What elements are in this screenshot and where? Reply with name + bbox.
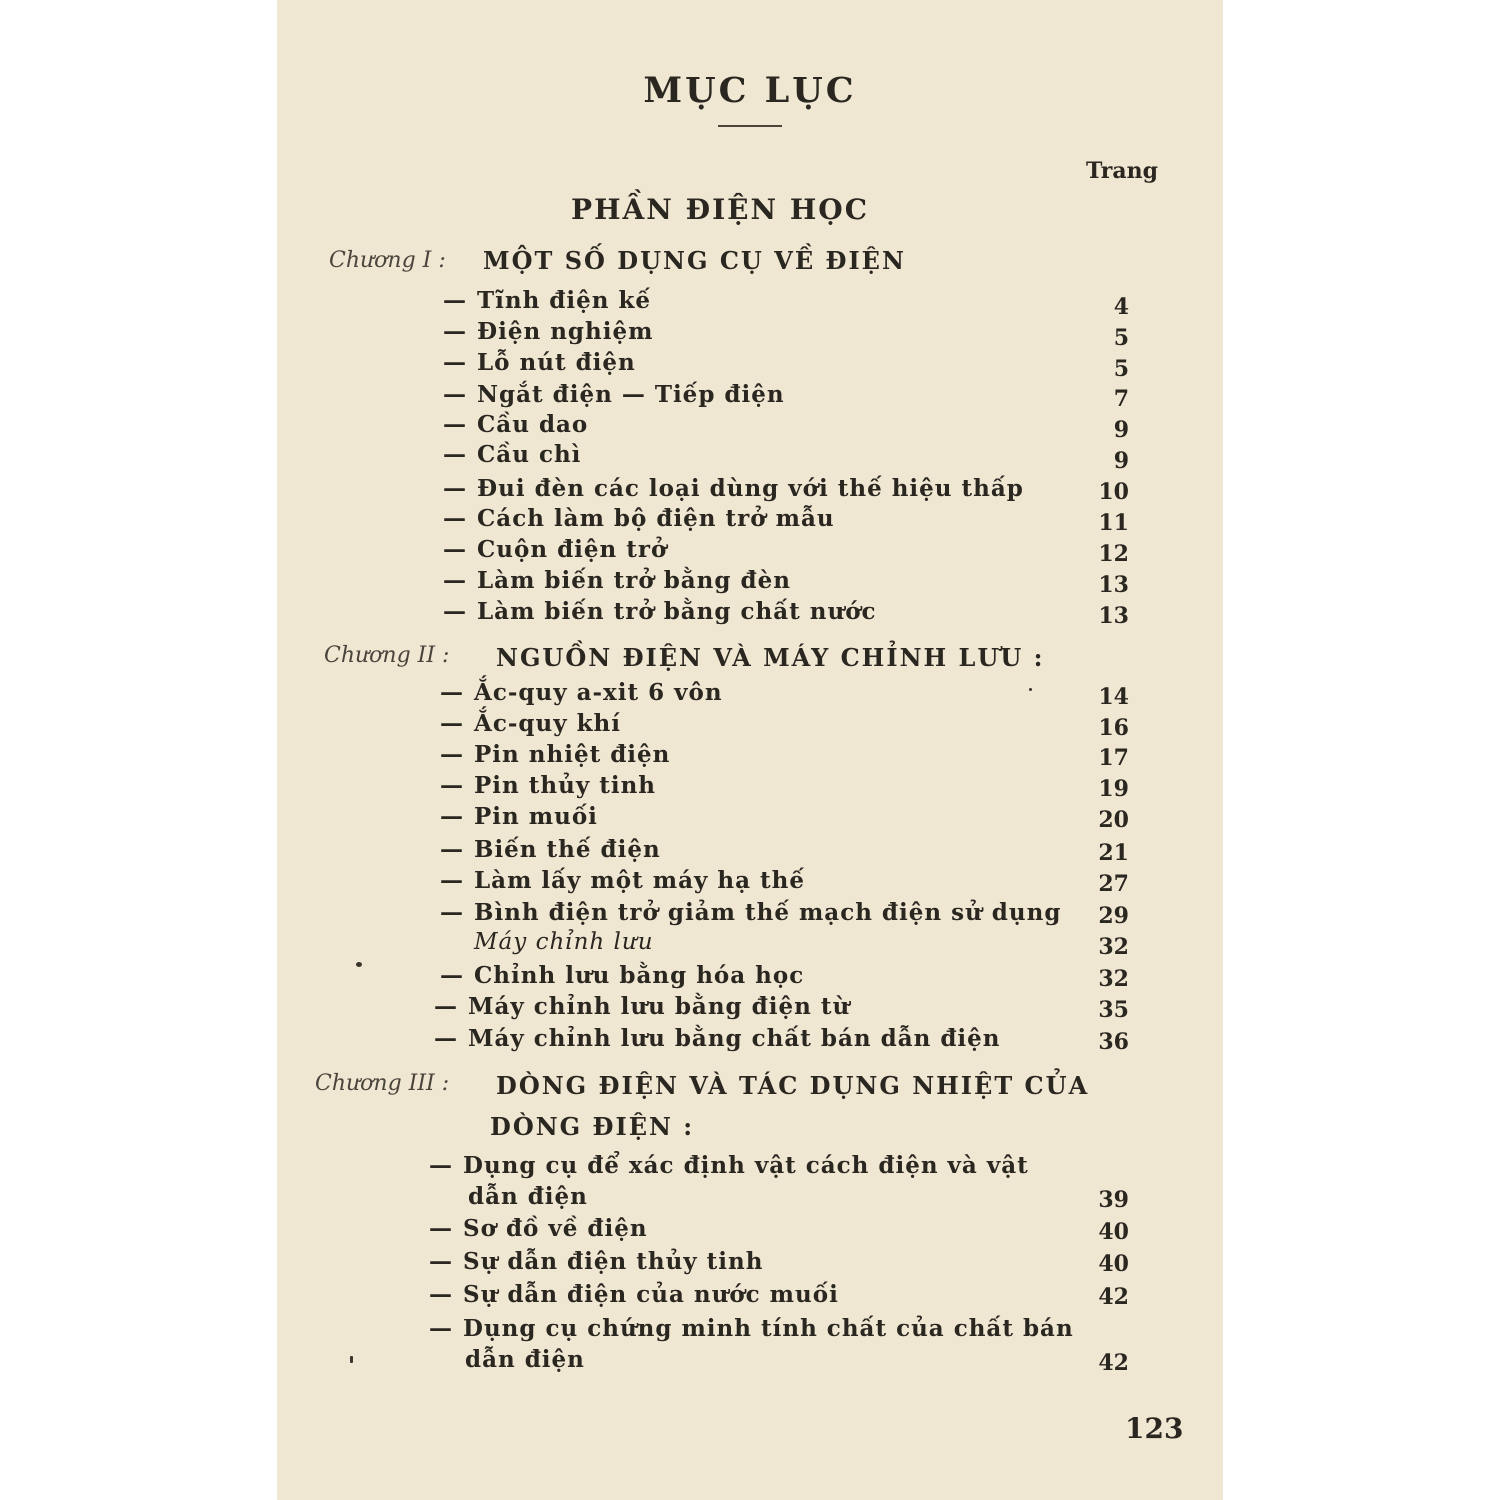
toc-entry: — Dụng cụ chứng minh tính chất của chất bán: [429, 1315, 1074, 1342]
toc-entry-continuation: dẫn điện: [468, 1183, 588, 1210]
ink-speck: [356, 962, 362, 967]
toc-page-number: 39: [1098, 1187, 1129, 1213]
toc-entry: — Sự dẫn điện của nước muối: [429, 1281, 839, 1308]
toc-entry-continuation: dẫn điện: [465, 1346, 585, 1373]
toc-page-number: 27: [1098, 871, 1129, 897]
toc-page-number: 36: [1098, 1029, 1129, 1055]
toc-entry: — Điện nghiệm: [443, 318, 654, 345]
toc-entry: — Sơ đồ về điện: [429, 1215, 648, 1242]
toc-page-number: 10: [1098, 479, 1129, 505]
toc-page-number: 17: [1098, 745, 1129, 771]
chapter-3-title-line1: DÒNG ĐIỆN VÀ TÁC DỤNG NHIỆT CỦA: [496, 1071, 1090, 1100]
toc-page-number: 20: [1098, 807, 1129, 833]
toc-entry: — Cuộn điện trở: [443, 536, 668, 563]
toc-page-number: 9: [1113, 417, 1129, 443]
toc-entry: — Làm biến trở bằng chất nước: [443, 598, 877, 625]
toc-entry: — Sự dẫn điện thủy tinh: [429, 1248, 764, 1275]
toc-entry: — Biến thế điện: [440, 836, 661, 863]
toc-page-number: 11: [1098, 510, 1129, 536]
toc-page-number: 12: [1098, 541, 1129, 567]
toc-page-number: 32: [1098, 934, 1129, 960]
chapter-2-label: Chương II :: [324, 643, 450, 668]
toc-page-number: 14: [1098, 684, 1129, 710]
chapter-3-title-line2: DÒNG ĐIỆN :: [490, 1112, 695, 1141]
toc-page-number: 40: [1098, 1251, 1129, 1277]
toc-entry: — Pin thủy tinh: [440, 772, 657, 799]
toc-entry: — Cầu chì: [443, 441, 582, 468]
toc-page-number: 29: [1098, 903, 1129, 929]
toc-page-number: 35: [1098, 997, 1129, 1023]
toc-page-number: 13: [1098, 603, 1129, 629]
toc-page-number: 4: [1113, 294, 1129, 320]
toc-entry: — Làm biến trở bằng đèn: [443, 567, 791, 594]
toc-entry: — Cầu dao: [443, 411, 589, 438]
page-title: MỤC LỤC: [643, 70, 857, 111]
chapter-1-title: MỘT SỐ DỤNG CỤ VỀ ĐIỆN: [483, 246, 906, 275]
toc-entry: — Pin muối: [440, 803, 598, 830]
toc-entry: — Máy chỉnh lưu bằng điện từ: [434, 993, 851, 1020]
toc-page-number: 32: [1098, 966, 1129, 992]
toc-entry: — Ngắt điện — Tiếp điện: [443, 381, 785, 408]
toc-entry: — Pin nhiệt điện: [440, 741, 671, 768]
toc-page-number: 40: [1098, 1219, 1129, 1245]
toc-entry-subheading: Máy chỉnh lưu: [474, 929, 654, 955]
toc-page-number: 5: [1113, 325, 1129, 351]
toc-entry: — Ắc-quy a-xit 6 vôn: [440, 679, 723, 706]
toc-entry: — Dụng cụ để xác định vật cách điện và vật: [429, 1152, 1029, 1179]
toc-entry: — Bình điện trở giảm thế mạch điện sử dụng: [440, 899, 1062, 926]
chapter-1-label: Chương I :: [329, 248, 446, 273]
toc-page-number: 5: [1113, 356, 1129, 382]
toc-entry: — Máy chỉnh lưu bằng chất bán dẫn điện: [434, 1025, 1001, 1052]
toc-page-number: 13: [1098, 572, 1129, 598]
book-page: [277, 0, 1223, 1500]
ink-speck: [350, 1356, 353, 1363]
ink-speck: [1029, 688, 1032, 691]
chapter-3-label: Chương III :: [315, 1071, 450, 1096]
part-title: PHẦN ĐIỆN HỌC: [571, 193, 869, 226]
toc-page-number: 42: [1098, 1284, 1129, 1310]
title-rule: [718, 125, 782, 127]
page-column-label: Trang: [1086, 158, 1158, 184]
page-folio: 123: [1125, 1412, 1184, 1445]
toc-entry: — Cách làm bộ điện trở mẫu: [443, 505, 835, 532]
toc-entry: — Chỉnh lưu bằng hóa học: [440, 962, 805, 989]
toc-page-number: 7: [1113, 386, 1129, 412]
toc-entry: — Làm lấy một máy hạ thế: [440, 867, 805, 894]
chapter-2-title: NGUỒN ĐIỆN VÀ MÁY CHỈNH LƯU :: [496, 643, 1045, 672]
toc-page-number: 19: [1098, 776, 1129, 802]
toc-page-number: 42: [1098, 1350, 1129, 1376]
toc-page-number: 21: [1098, 840, 1129, 866]
toc-page-number: 9: [1113, 448, 1129, 474]
toc-entry: — Lỗ nút điện: [443, 349, 636, 376]
toc-entry: — Ắc-quy khí: [440, 710, 621, 737]
toc-page-number: 16: [1098, 715, 1129, 741]
toc-entry: — Tĩnh điện kế: [443, 287, 652, 314]
toc-entry: — Đui đèn các loại dùng với thế hiệu thấp: [443, 475, 1024, 502]
